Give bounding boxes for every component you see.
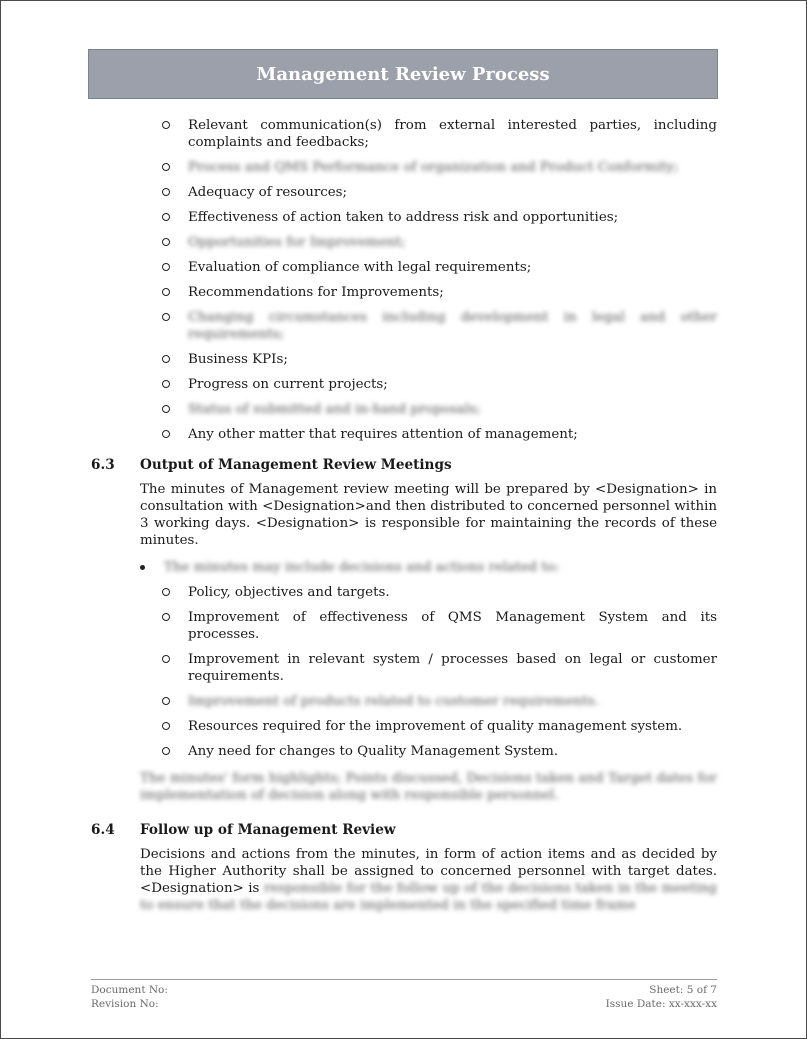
page-title: Management Review Process <box>256 63 550 85</box>
list-item <box>91 259 717 276</box>
section-title: Follow up of Management Review <box>140 822 396 838</box>
circle-bullet-icon <box>162 263 170 271</box>
list-item-text: Improvement in relevant system / processes based on legal or customer requirements. <box>188 652 717 684</box>
section-6-3-heading <box>91 457 717 474</box>
list-item-text: Effectiveness of action taken to address risk and opportunities; <box>188 210 619 225</box>
list-item-text: Process and QMS Performance of organization and Product Conformity; <box>188 160 679 175</box>
circle-bullet-icon <box>162 121 170 129</box>
section-6-3-paragraph: The minutes of Management review meeting will be prepared by <Designation> in consultation with <Designation>and then distributed to concerned personnel within 3 working days. <Designation> is responsible for maintaining the records of these minutes. <box>140 482 717 548</box>
list-item-text: Business KPIs; <box>188 352 288 367</box>
list-item-text: Recommendations for Improvements; <box>188 285 444 300</box>
list-item <box>91 184 717 201</box>
list-item <box>91 609 717 643</box>
list-item <box>91 651 717 685</box>
list-item <box>91 209 717 226</box>
paragraph-text-blurred: responsible for the follow up of the decisions taken in the meeting to ensure that the decisions are implemented in the specified time frame <box>140 881 717 913</box>
list-item-text: Status of submitted and in-hand proposals; <box>188 402 481 417</box>
circle-bullet-icon <box>162 313 170 321</box>
circle-bullet-icon <box>162 655 170 663</box>
list-item <box>91 117 717 151</box>
circle-bullet-icon <box>162 380 170 388</box>
list-item <box>91 426 717 443</box>
section-title: Output of Management Review Meetings <box>140 457 452 473</box>
list-item <box>91 309 717 343</box>
circle-bullet-icon <box>162 213 170 221</box>
list-item-text: Opportunities for Improvement; <box>188 235 406 250</box>
title-banner <box>88 49 718 99</box>
list-item-text: Improvement of effectiveness of QMS Management System and its processes. <box>188 610 717 642</box>
list-item-text: Adequacy of resources; <box>188 185 348 200</box>
section-6-4-heading <box>91 822 717 839</box>
list-item-text: Progress on current projects; <box>188 377 388 392</box>
circle-bullet-icon <box>162 238 170 246</box>
list-item <box>91 718 717 735</box>
list-item-text: Resources required for the improvement of quality management system. <box>188 719 683 734</box>
circle-bullet-icon <box>162 722 170 730</box>
document-body <box>91 117 717 914</box>
bullet-text: The minutes may include decisions and actions related to: <box>164 560 560 575</box>
section-number: 6.3 <box>91 457 115 473</box>
bullet-dot <box>140 565 145 570</box>
circle-bullet-icon <box>162 697 170 705</box>
document-no-label: Document No: <box>91 984 168 996</box>
circle-bullet-icon <box>162 588 170 596</box>
list-item <box>91 284 717 301</box>
list-item <box>91 693 717 710</box>
list-item <box>91 584 717 601</box>
minutes-bullet <box>91 559 717 576</box>
section-number: 6.4 <box>91 822 115 838</box>
list-item-text: Changing circumstances including development in legal and other requirements; <box>188 310 717 342</box>
circle-bullet-icon <box>162 405 170 413</box>
list-item-text: Evaluation of compliance with legal requirements; <box>188 260 532 275</box>
list-item-text: Policy, objectives and targets. <box>188 585 390 600</box>
list-item-text: Any need for changes to Quality Management System. <box>188 744 559 759</box>
circle-bullet-icon <box>162 355 170 363</box>
circle-bullet-icon <box>162 188 170 196</box>
circle-bullet-icon <box>162 430 170 438</box>
list-item-text: Any other matter that requires attention of management; <box>188 427 578 442</box>
list-item <box>91 376 717 393</box>
list-item <box>91 351 717 368</box>
circle-bullet-icon <box>162 288 170 296</box>
list-item-text: Relevant communication(s) from external interested parties, including complaints and feedbacks; <box>188 118 717 150</box>
section-6-3-closing: The minutes' form highlights; Points discussed, Decisions taken and Target dates for implementation of decision along with responsible personnel. <box>140 771 717 803</box>
issue-date: Issue Date: xx-xxx-xx <box>605 998 717 1010</box>
circle-bullet-icon <box>162 613 170 621</box>
list-item <box>91 159 717 176</box>
circle-bullet-icon <box>162 163 170 171</box>
revision-no-label: Revision No: <box>91 998 159 1010</box>
sheet-number: Sheet: 5 of 7 <box>649 984 717 996</box>
list-item <box>91 743 717 760</box>
list-item <box>91 401 717 418</box>
list-item-text: Improvement of products related to customer requirements. <box>188 694 599 709</box>
page-footer <box>91 979 717 1011</box>
circle-bullet-icon <box>162 747 170 755</box>
list-item <box>91 234 717 251</box>
section-6-4-paragraph <box>91 846 717 914</box>
minutes-sub-list <box>91 584 717 760</box>
paragraph-text: Decisions and actions from the minutes, in form of action items and as decided by the Higher Authority shall be assigned to concerned personnel with target dates. <Designation> is <box>140 847 717 896</box>
review-input-list <box>91 117 717 443</box>
